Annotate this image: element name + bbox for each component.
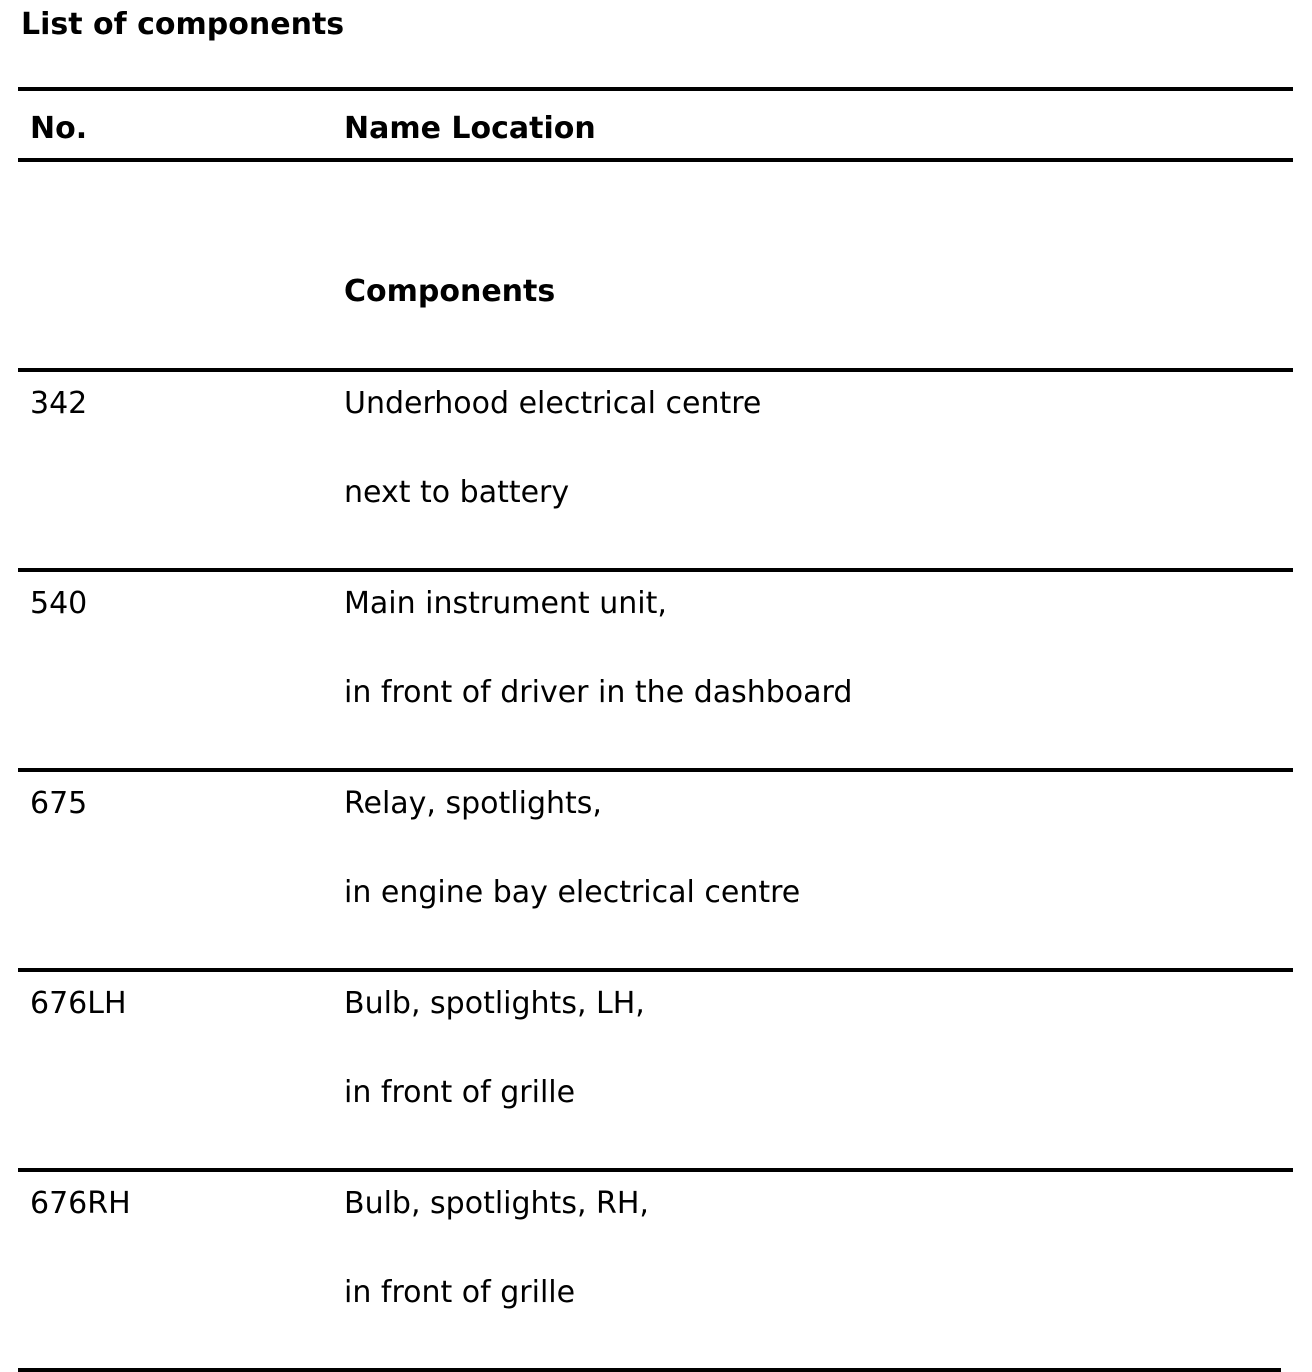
- table-row: [18, 1172, 1293, 1368]
- section-row: [18, 162, 1293, 368]
- row-name: Relay, spotlights,: [344, 786, 602, 821]
- row-name: Main instrument unit,: [344, 586, 667, 621]
- header-no: No.: [30, 111, 88, 146]
- row-number: 675: [30, 786, 88, 821]
- components-table: [18, 87, 1293, 1372]
- row-name: Bulb, spotlights, LH,: [344, 986, 645, 1021]
- document-title: List of components: [21, 7, 345, 42]
- row-name: Bulb, spotlights, RH,: [344, 1186, 649, 1221]
- row-location: in front of grille: [344, 1075, 576, 1110]
- row-number: 676RH: [30, 1186, 131, 1221]
- row-number: 342: [30, 386, 88, 421]
- row-location: in front of grille: [344, 1275, 576, 1310]
- table-row: [18, 972, 1293, 1168]
- row-name: Underhood electrical centre: [344, 386, 762, 421]
- table-header-row: [18, 91, 1293, 158]
- table-bottom-rule: [18, 1368, 1281, 1372]
- row-location: next to battery: [344, 475, 570, 510]
- header-name-location: Name Location: [344, 111, 596, 146]
- table-row: [18, 772, 1293, 968]
- table-row: [18, 372, 1293, 568]
- section-label: Components: [344, 274, 556, 309]
- row-number: 540: [30, 586, 88, 621]
- row-number: 676LH: [30, 986, 127, 1021]
- table-row: [18, 572, 1293, 768]
- row-location: in front of driver in the dashboard: [344, 675, 853, 710]
- row-location: in engine bay electrical centre: [344, 875, 801, 910]
